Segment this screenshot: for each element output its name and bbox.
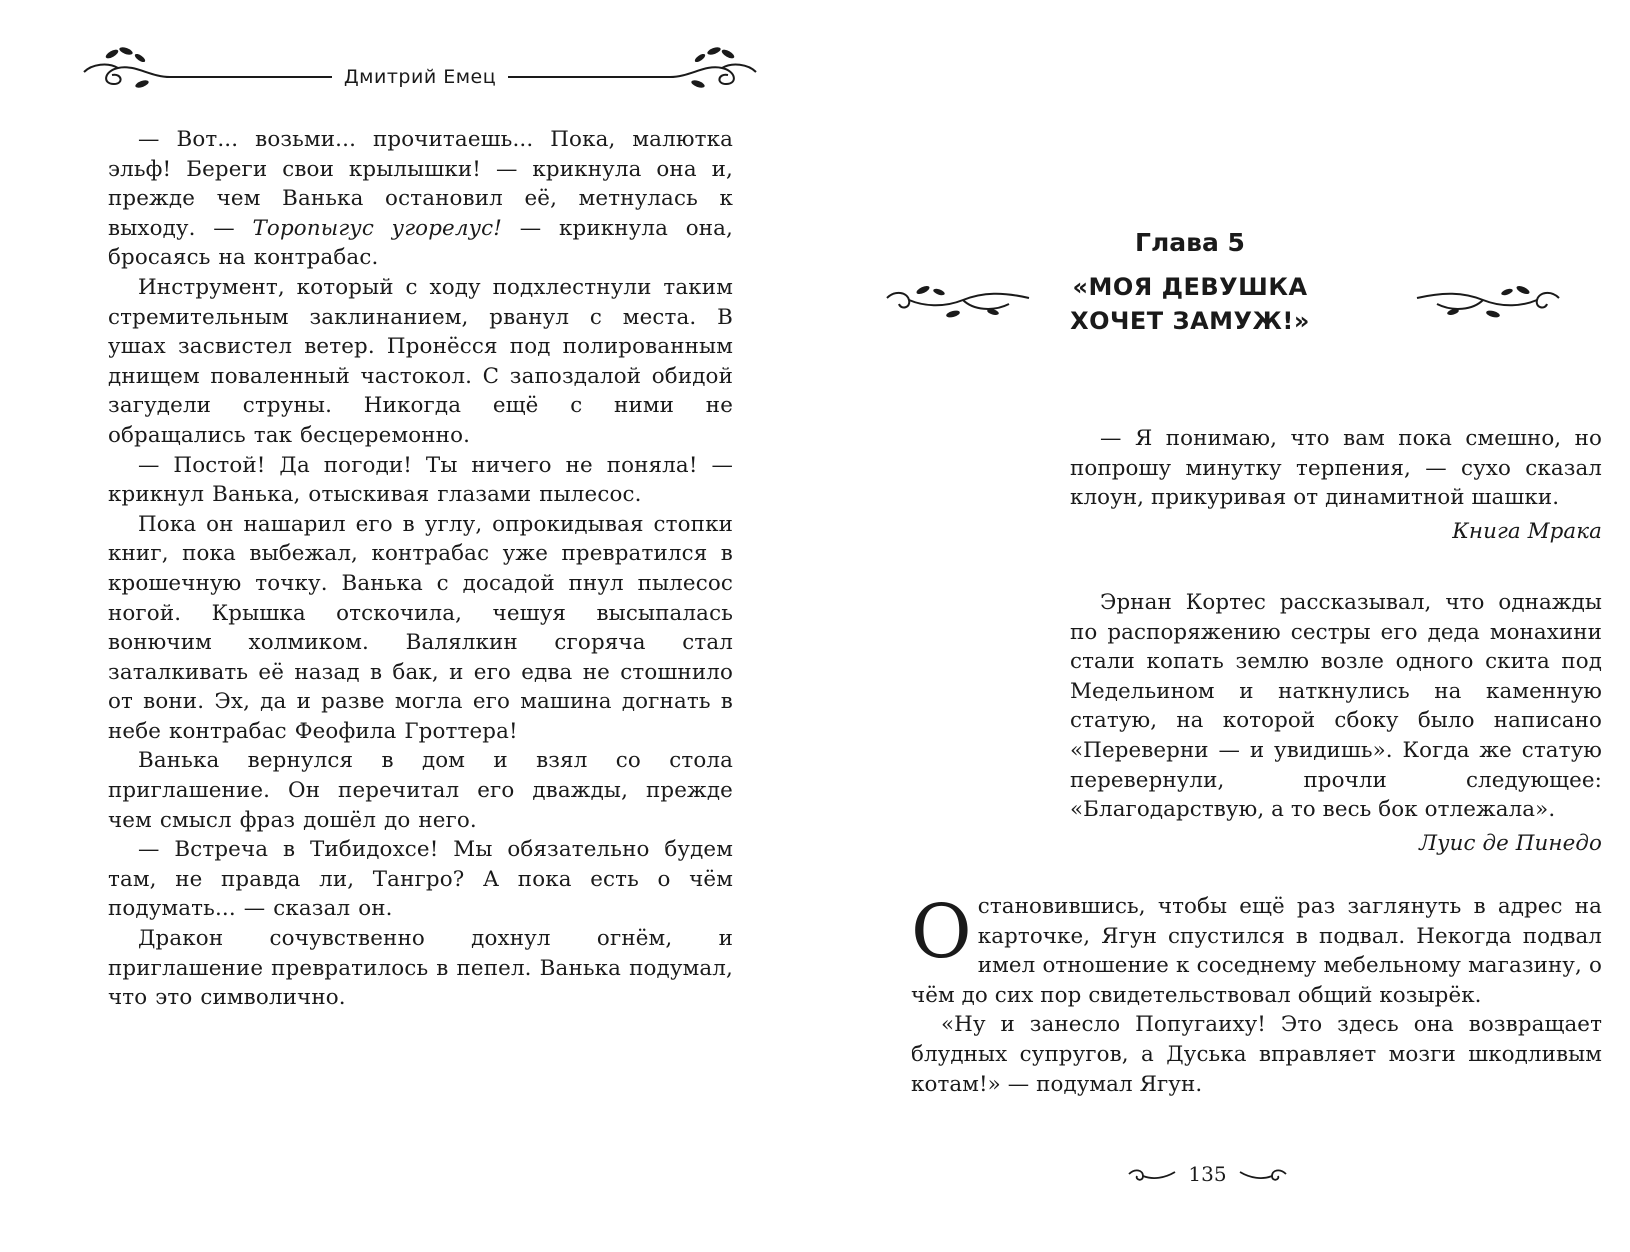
epigraph-text: Эрнан Кортес рассказывал, что однажды по распоряжению сестры его деда монахини стали копать землю возле одного скита под Медельином и наткнулись на каменную статую, на которой сбоку было написано «Переверни — и увидишь». Когда же статую перевернули, прочли следующее: «Благодарствую, а то весь бок отлежала». <box>1070 590 1602 823</box>
epigraph <box>1070 588 1602 858</box>
epigraph-text: — Я понимаю, что вам пока смешно, но попрошу минутку терпения, — сухо сказал клоун, прикуривая от динамитной шашки. <box>1070 426 1602 511</box>
right-page <box>815 0 1630 1252</box>
left-body-text <box>108 125 733 1013</box>
paragraph: Пока он нашарил его в углу, опрокидывая стопки книг, пока выбежал, контрабас уже превратился в крошечную точку. Ванька с досадой пнул пылесос ногой. Крышка отскочила, чешуя высыпалась вонючим холмиком. Валялкин сгоряча стал заталкивать её назад в бак, и его едва не стошнило от вони. Эх, да и разве могла его машина догнать в небе контрабас Феофила Гроттера! <box>108 511 733 744</box>
chapter-label: Глава 5 <box>1135 228 1245 257</box>
chapter-body-text <box>911 889 1602 1099</box>
page-number: 135 <box>1188 1162 1227 1186</box>
paragraph-text: — крикнула она, бросаясь на контрабас. <box>108 215 733 271</box>
epigraph <box>1070 424 1602 546</box>
paragraph: — Постой! Да погоди! Ты ничего не поняла! — крикнул Ванька, отыскивая глазами пылесос. <box>108 452 733 508</box>
paragraph <box>911 889 1602 1010</box>
chapter-title-line: ХОЧЕТ ЗАМУЖ!» <box>1070 307 1310 335</box>
epigraph-attribution: Книга Мрака <box>1452 518 1602 544</box>
paragraph-text: — Вот... возьми... прочитаешь... Пока, малютка эльф! Береги свои крылышки! — крикнула она и, прежде чем Ванька остановил её, метнулась к выходу. — <box>108 127 733 241</box>
chapter-title-line: «МОЯ ДЕВУШКА <box>1072 273 1308 301</box>
drop-cap: О <box>911 889 972 975</box>
epigraph-attribution: Луис де Пинедо <box>1419 830 1602 856</box>
running-head <box>80 44 760 92</box>
paragraph: Дракон сочувственно дохнул огнём, и приглашение превратилось в пепел. Ванька подумал, что это символично. <box>108 926 733 1011</box>
paragraph: — Встреча в Тибидохсе! Мы обязательно будем там, не правда ли, Тангро? А пока есть о чём подумать... — сказал он. <box>108 837 733 922</box>
paragraph <box>108 125 733 273</box>
running-head-author: Дмитрий Емец <box>332 66 508 88</box>
chapter-flourish-right-icon <box>1413 284 1563 320</box>
paragraph: Ванька вернулся в дом и взял со стола приглашение. Он перечитал его дважды, прежде чем смысл фраз дошёл до него. <box>108 748 733 833</box>
chapter-title <box>1010 270 1370 338</box>
spell-incantation: Торопыгус угорелус! <box>252 215 503 241</box>
page-number-block <box>1125 1160 1290 1190</box>
paragraph: Инструмент, который с ходу подхлестнули таким стремительным заклинанием, рванул с места. В ушах засвистел ветер. Пронёсся под полированным днищем поваленный частокол. С запоздалой обидой загудели струны. Никогда ещё с ними не обращались так бесцеремонно. <box>108 274 733 448</box>
paragraph-text: становившись, чтобы ещё раз заглянуть в адрес на карточке, Ягун спустился в подвал. Некогда подвал имел отношение к соседнему мебельному магазину, о чём до сих пор свидетельствовал общий козырёк. <box>911 894 1602 1008</box>
paragraph: «Ну и занесло Попугаиху! Это здесь она возвращает блудных супругов, а Дуська вправляет мозги шкодливым котам!» — подумал Ягун. <box>911 1012 1602 1097</box>
